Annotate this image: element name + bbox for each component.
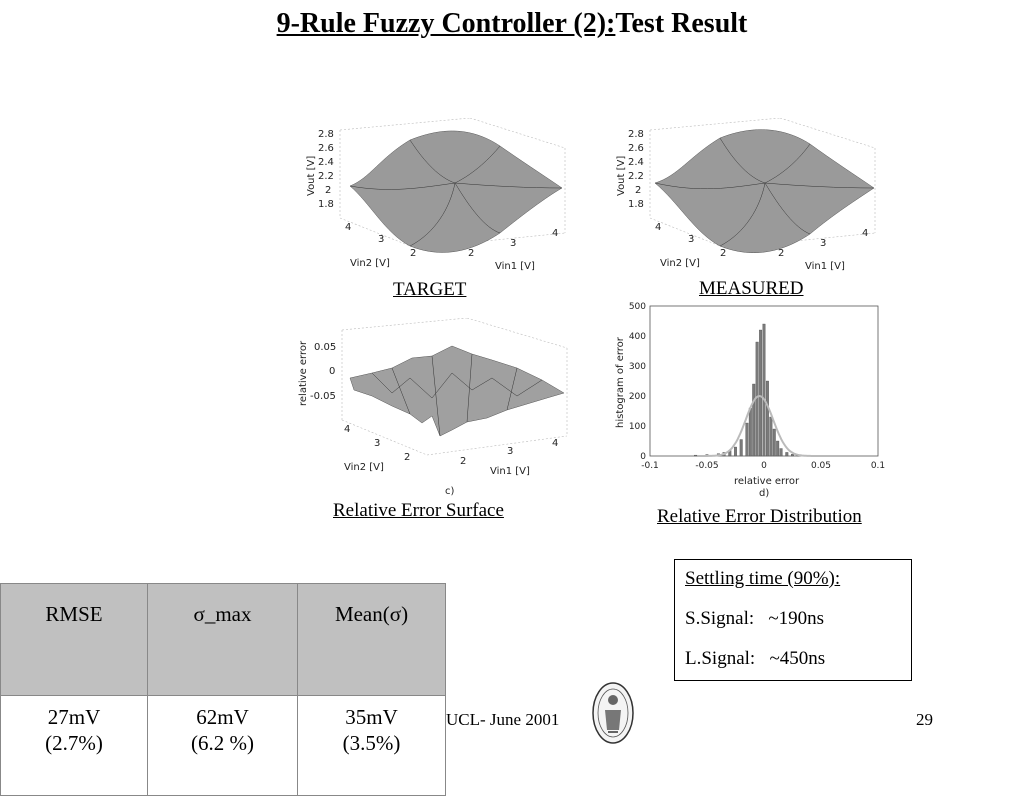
error-x-tick-1: 3 bbox=[374, 438, 381, 449]
error-z-tick-2: -0.05 bbox=[310, 391, 336, 402]
measured-z-tick-3: 2.2 bbox=[628, 171, 644, 182]
mean-sigma-cell bbox=[298, 696, 446, 796]
statistics-table bbox=[0, 583, 446, 796]
target-x-label: Vin2 [V] bbox=[350, 258, 390, 269]
histogram-bar bbox=[734, 447, 737, 456]
rmse-percent: (2.7%) bbox=[45, 731, 103, 755]
settling-time-box bbox=[674, 559, 912, 681]
error-y-tick-0: 2 bbox=[460, 456, 467, 467]
statistics-header-row bbox=[1, 584, 446, 696]
histogram-x-tick-2: 0 bbox=[761, 461, 767, 471]
histogram-bar bbox=[766, 381, 769, 456]
slide-title bbox=[0, 8, 1024, 40]
error-histogram-chart bbox=[608, 296, 898, 502]
measured-z-tick-1: 2.6 bbox=[628, 143, 644, 154]
measured-y-label: Vin1 [V] bbox=[805, 261, 845, 272]
histogram-x-tick-1: -0.05 bbox=[695, 461, 719, 471]
target-y-tick-1: 3 bbox=[510, 238, 517, 249]
measured-y-tick-0: 2 bbox=[778, 248, 785, 259]
measured-z-tick-0: 2.8 bbox=[628, 129, 644, 140]
measured-surface-plot bbox=[610, 118, 880, 273]
histogram-y-tick-2: 200 bbox=[628, 392, 646, 402]
mean-sigma-value: 35mV bbox=[345, 705, 398, 729]
mean-sigma-percent: (3.5%) bbox=[342, 731, 401, 755]
histogram-bar bbox=[780, 449, 783, 457]
error-y-label: Vin1 [V] bbox=[490, 466, 530, 477]
target-z-tick-0: 2.8 bbox=[318, 129, 334, 140]
statistics-value-row bbox=[1, 696, 446, 796]
histogram-bar bbox=[763, 324, 766, 456]
measured-z-tick-2: 2.4 bbox=[628, 157, 644, 168]
settling-small-signal: S.Signal: ~190ns bbox=[685, 608, 825, 629]
histogram-bar bbox=[791, 454, 794, 456]
histogram-bar bbox=[776, 441, 779, 456]
histogram-y-tick-0: 0 bbox=[640, 452, 646, 462]
mean-sigma-header: Mean(σ) bbox=[298, 584, 446, 696]
histogram-y-tick-3: 300 bbox=[628, 362, 646, 372]
footer-text: UCL- June 2001 bbox=[446, 710, 560, 729]
histogram-bar bbox=[770, 417, 773, 456]
settling-time-title: Settling time (90%): bbox=[685, 568, 841, 589]
error-x-label: Vin2 [V] bbox=[344, 462, 384, 473]
target-caption: TARGET bbox=[393, 279, 467, 300]
error-z-tick-0: 0.05 bbox=[314, 342, 337, 353]
sigma-max-cell bbox=[148, 696, 298, 796]
histogram-bar bbox=[752, 384, 755, 456]
sigma-max-percent: (6.2 %) bbox=[191, 731, 254, 755]
target-x-tick-2: 2 bbox=[410, 248, 417, 259]
target-z-tick-1: 2.6 bbox=[318, 143, 334, 154]
target-x-tick-0: 4 bbox=[345, 222, 352, 233]
histogram-bar bbox=[786, 452, 789, 456]
error-y-tick-2: 4 bbox=[552, 438, 559, 449]
target-x-tick-1: 3 bbox=[378, 234, 385, 245]
histogram-x-tick-3: 0.05 bbox=[810, 461, 832, 471]
error-surface-mesh bbox=[350, 346, 564, 436]
rmse-cell bbox=[1, 696, 148, 796]
histogram-y-label: histogram of error bbox=[615, 337, 626, 428]
histogram-bar bbox=[740, 440, 743, 457]
target-z-label: Vout [V] bbox=[306, 155, 317, 196]
histogram-bar bbox=[746, 423, 749, 456]
measured-z-label: Vout [V] bbox=[616, 155, 627, 196]
error-z-label: relative error bbox=[298, 340, 309, 406]
error-surface-caption: Relative Error Surface bbox=[333, 500, 504, 521]
target-z-tick-3: 2.2 bbox=[318, 171, 334, 182]
measured-x-tick-0: 4 bbox=[655, 222, 662, 233]
settling-large-signal: L.Signal: ~450ns bbox=[685, 648, 826, 669]
measured-x-label: Vin2 [V] bbox=[660, 258, 700, 269]
slide-title-main: 9-Rule Fuzzy Controller (2): bbox=[276, 8, 616, 39]
histogram-y-tick-1: 100 bbox=[628, 422, 646, 432]
measured-y-tick-1: 3 bbox=[820, 238, 827, 249]
target-z-tick-5: 1.8 bbox=[318, 199, 334, 210]
page-number: 29 bbox=[916, 710, 933, 729]
rmse-header: RMSE bbox=[1, 584, 148, 696]
histogram-bar bbox=[749, 408, 752, 456]
measured-caption: MEASURED bbox=[699, 278, 804, 299]
histogram-y-tick-4: 400 bbox=[628, 332, 646, 342]
rmse-value: 27mV bbox=[47, 705, 101, 729]
error-x-tick-0: 4 bbox=[344, 424, 351, 435]
target-z-tick-2: 2.4 bbox=[318, 157, 334, 168]
slide-title-sub: Test Result bbox=[615, 8, 748, 39]
target-surface-plot bbox=[300, 118, 570, 273]
histogram-y-tick-5: 500 bbox=[628, 302, 646, 312]
histogram-bar bbox=[773, 429, 776, 456]
error-x-tick-2: 2 bbox=[404, 452, 411, 463]
histogram-x-label: relative error bbox=[734, 476, 800, 487]
target-y-tick-2: 4 bbox=[552, 228, 559, 239]
measured-y-tick-2: 4 bbox=[862, 228, 869, 239]
target-y-tick-0: 2 bbox=[468, 248, 475, 259]
sigma-max-value: 62mV bbox=[196, 705, 249, 729]
sigma-max-header: σ_max bbox=[148, 584, 298, 696]
target-z-tick-4: 2 bbox=[325, 185, 332, 196]
measured-z-tick-5: 1.8 bbox=[628, 199, 644, 210]
histogram-x-tick-0: -0.1 bbox=[641, 461, 659, 471]
target-y-label: Vin1 [V] bbox=[495, 261, 535, 272]
error-surface-plot bbox=[292, 318, 577, 500]
measured-x-tick-2: 2 bbox=[720, 248, 727, 259]
university-seal-icon bbox=[590, 680, 636, 746]
error-z-tick-1: 0 bbox=[329, 366, 336, 377]
histogram-bar bbox=[759, 330, 762, 456]
histogram-bar bbox=[694, 455, 697, 456]
measured-x-tick-1: 3 bbox=[688, 234, 695, 245]
error-panel-tag: c) bbox=[445, 486, 455, 497]
histogram-panel-tag: d) bbox=[759, 488, 770, 499]
error-distribution-caption: Relative Error Distribution bbox=[657, 506, 862, 527]
error-y-tick-1: 3 bbox=[507, 446, 514, 457]
measured-z-tick-4: 2 bbox=[635, 185, 642, 196]
histogram-x-tick-4: 0.1 bbox=[870, 461, 886, 471]
